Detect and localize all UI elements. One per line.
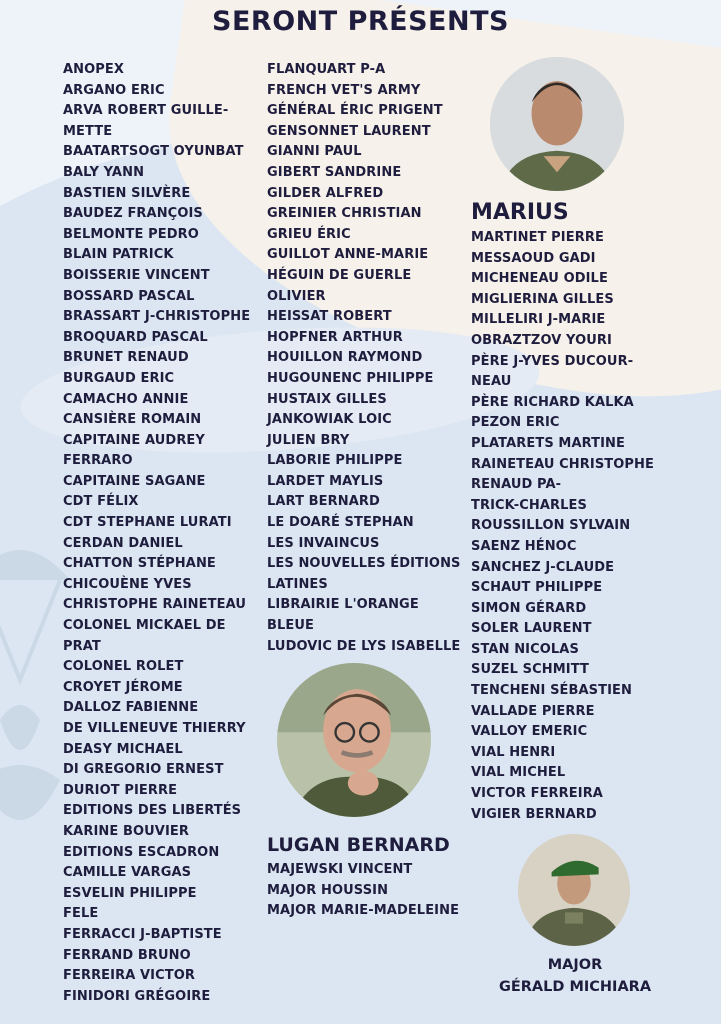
guest-name: BRASSART J-CHRISTOPHE <box>63 309 251 325</box>
guest-name: LARDET MAYLIS <box>267 473 384 489</box>
guest-name: OLIVIER <box>267 288 326 304</box>
guest-name: VIAL MICHEL <box>471 765 566 781</box>
featured-guest-marius-name: MARIUS <box>471 200 569 225</box>
guest-name: METTE <box>63 123 113 139</box>
guest-name: BOSSARD PASCAL <box>63 288 195 304</box>
guest-name: HUSTAIX GILLES <box>267 391 387 407</box>
guest-name: GILDER ALFRED <box>267 185 384 201</box>
featured-guest-michiara-rank: MAJOR <box>547 957 603 973</box>
guest-name: LABORIE PHILIPPE <box>267 453 403 469</box>
guest-name: BLAIN PATRICK <box>63 247 174 263</box>
guest-name: CANSIÈRE ROMAIN <box>63 412 202 428</box>
guest-name: LE DOARÉ STEPHAN <box>267 515 414 531</box>
guest-name: MAJEWSKI VINCENT <box>267 862 413 877</box>
guest-name: CAPITAINE AUDREY <box>63 432 205 448</box>
guest-name: LATINES <box>267 576 328 592</box>
guest-name: MIGLIERINA GILLES <box>471 291 614 307</box>
guest-name: FERRACCI J-BAPTISTE <box>63 926 222 942</box>
page-title: SERONT PRÉSENTS <box>212 6 509 37</box>
guest-name: HUGOUNENC PHILIPPE <box>267 370 434 386</box>
guest-name: DALLOZ FABIENNE <box>63 700 199 716</box>
guest-name: HÉGUIN DE GUERLE <box>267 267 412 283</box>
guest-name: MESSAOUD GADI <box>471 250 596 266</box>
guest-name: ROUSSILLON SYLVAIN <box>471 518 631 534</box>
guest-name: CHRISTOPHE RAINETEAU <box>63 597 246 613</box>
guest-name: FERRAND BRUNO <box>63 947 191 963</box>
guest-name: DEASY MICHAEL <box>63 741 183 757</box>
guest-name: SUZEL SCHMITT <box>471 662 589 678</box>
guest-name: FLANQUART P-A <box>267 62 386 77</box>
guest-name: STAN NICOLAS <box>471 641 579 657</box>
guest-name: GIANNI PAUL <box>267 144 362 160</box>
guest-name: LART BERNARD <box>267 494 380 510</box>
guest-name: CDT FÉLIX <box>63 494 139 510</box>
guest-name: CHICOUÈNE YVES <box>63 576 192 592</box>
names-column-2 <box>267 60 461 657</box>
guest-name: LUDOVIC DE LYS ISABELLE <box>267 638 461 654</box>
guest-name: SIMON GÉRARD <box>471 600 587 616</box>
guest-name: BELMONTE PEDRO <box>63 226 199 242</box>
guest-name: ARVA ROBERT GUILLE- <box>63 103 229 119</box>
guest-name: COLONEL MICKAEL DE <box>63 618 226 634</box>
guest-name: BALY YANN <box>63 164 145 180</box>
names-column-2-continued <box>267 860 459 922</box>
guest-name: BURGAUD ERIC <box>63 370 175 386</box>
guest-name: SAENZ HÉNOC <box>471 538 577 554</box>
guest-name: PEZON ERIC <box>471 415 560 431</box>
guest-name: MILLELIRI J-MARIE <box>471 312 606 328</box>
guest-name: MICHENEAU ODILE <box>471 271 608 287</box>
guest-name: DURIOT PIERRE <box>63 782 178 798</box>
guest-name: FERREIRA VICTOR <box>63 968 195 984</box>
guest-name: CHATTON STÉPHANE <box>63 556 216 572</box>
guest-name: BAUDEZ FRANÇOIS <box>63 206 203 222</box>
michiara-portrait <box>518 834 630 946</box>
guest-name: KARINE BOUVIER <box>63 823 189 839</box>
guest-name: BRUNET RENAUD <box>63 350 189 366</box>
guest-name: BOISSERIE VINCENT <box>63 267 210 283</box>
names-column-1 <box>63 60 250 1007</box>
guest-name: GREINIER CHRISTIAN <box>267 206 422 222</box>
guest-name: ANOPEX <box>63 62 125 77</box>
guest-name: MARTINET PIERRE <box>471 230 604 245</box>
featured-guest-michiara-name <box>470 954 680 998</box>
guest-name: GUILLOT ANNE-MARIE <box>267 247 429 263</box>
guest-name: TENCHENI SÉBASTIEN <box>471 683 633 699</box>
guest-name: GRIEU ÉRIC <box>267 226 351 242</box>
guest-name: ESVELIN PHILIPPE <box>63 885 197 901</box>
guest-name: ARGANO ERIC <box>63 82 165 98</box>
guest-name: COLONEL ROLET <box>63 659 184 675</box>
guest-name: TRICK-CHARLES <box>471 497 587 513</box>
guest-name: MAJOR MARIE-MADELEINE <box>267 903 460 919</box>
guest-name: VIGIER BERNARD <box>471 806 597 822</box>
guest-name: GENSONNET LAURENT <box>267 123 431 139</box>
guest-name: LIBRAIRIE L'ORANGE <box>267 597 419 613</box>
guest-name: FERRARO <box>63 453 133 469</box>
guest-name: SCHAUT PHILIPPE <box>471 580 603 596</box>
guest-name: PLATARETS MARTINE <box>471 435 626 451</box>
guest-name: RENAUD PA- <box>471 477 562 493</box>
guest-name: CROYET JÉROME <box>63 679 183 695</box>
guest-name: OBRAZTZOV YOURI <box>471 332 612 348</box>
guest-name: JULIEN BRY <box>267 432 350 448</box>
guest-name: DE VILLENEUVE THIERRY <box>63 721 246 736</box>
guest-name: PÈRE J-YVES DUCOUR- <box>471 353 634 369</box>
guest-name: BLEUE <box>267 618 315 634</box>
guest-name: HOUILLON RAYMOND <box>267 350 423 366</box>
guest-name: FELE <box>63 906 99 922</box>
guest-name: CAPITAINE SAGANE <box>63 473 206 489</box>
guest-name: CAMACHO ANNIE <box>63 391 189 407</box>
guest-name: BAATARTSOGT OYUNBAT <box>63 144 244 160</box>
guest-name: LES INVAINCUS <box>267 535 380 551</box>
guest-name: EDITIONS DES LIBERTÉS <box>63 803 242 819</box>
guest-name: BROQUARD PASCAL <box>63 329 208 345</box>
guest-name: GIBERT SANDRINE <box>267 164 402 180</box>
guest-name: EDITIONS ESCADRON <box>63 844 220 860</box>
guest-name: FRENCH VET'S ARMY <box>267 82 421 98</box>
guest-name: RAINETEAU CHRISTOPHE <box>471 456 654 472</box>
guest-name: VALLADE PIERRE <box>471 703 595 719</box>
guest-name: HEISSAT ROBERT <box>267 309 392 325</box>
guest-name: FINIDORI GRÉGOIRE <box>63 988 211 1004</box>
guest-name: NEAU <box>471 374 512 390</box>
marius-portrait <box>490 57 624 191</box>
guest-name: LES NOUVELLES ÉDITIONS <box>267 556 461 572</box>
featured-guest-michiara-fullname: GÉRALD MICHIARA <box>498 979 652 995</box>
guest-name: PÈRE RICHARD KALKA <box>471 394 634 410</box>
guest-name: CAMILLE VARGAS <box>63 865 192 881</box>
guest-name: CDT STEPHANE LURATI <box>63 515 232 531</box>
guest-name: CERDAN DANIEL <box>63 535 183 551</box>
guest-name: DI GREGORIO ERNEST <box>63 762 224 778</box>
guest-name: VIAL HENRI <box>471 744 556 760</box>
guest-name: BASTIEN SILVÈRE <box>63 185 191 201</box>
featured-guest-lugan-name: LUGAN BERNARD <box>267 834 450 856</box>
guest-name: VICTOR FERREIRA <box>471 786 603 802</box>
guest-name: SOLER LAURENT <box>471 621 592 637</box>
guest-name: HOPFNER ARTHUR <box>267 329 403 345</box>
guest-name: VALLOY EMERIC <box>471 724 588 740</box>
guest-name: PRAT <box>63 638 101 654</box>
guest-name: JANKOWIAK LOIC <box>267 412 392 428</box>
guest-name: MAJOR HOUSSIN <box>267 882 389 898</box>
guest-name: GÉNÉRAL ÉRIC PRIGENT <box>267 103 443 119</box>
names-column-3 <box>471 228 654 825</box>
lugan-portrait <box>277 663 431 817</box>
guest-name: SANCHEZ J-CLAUDE <box>471 559 615 575</box>
